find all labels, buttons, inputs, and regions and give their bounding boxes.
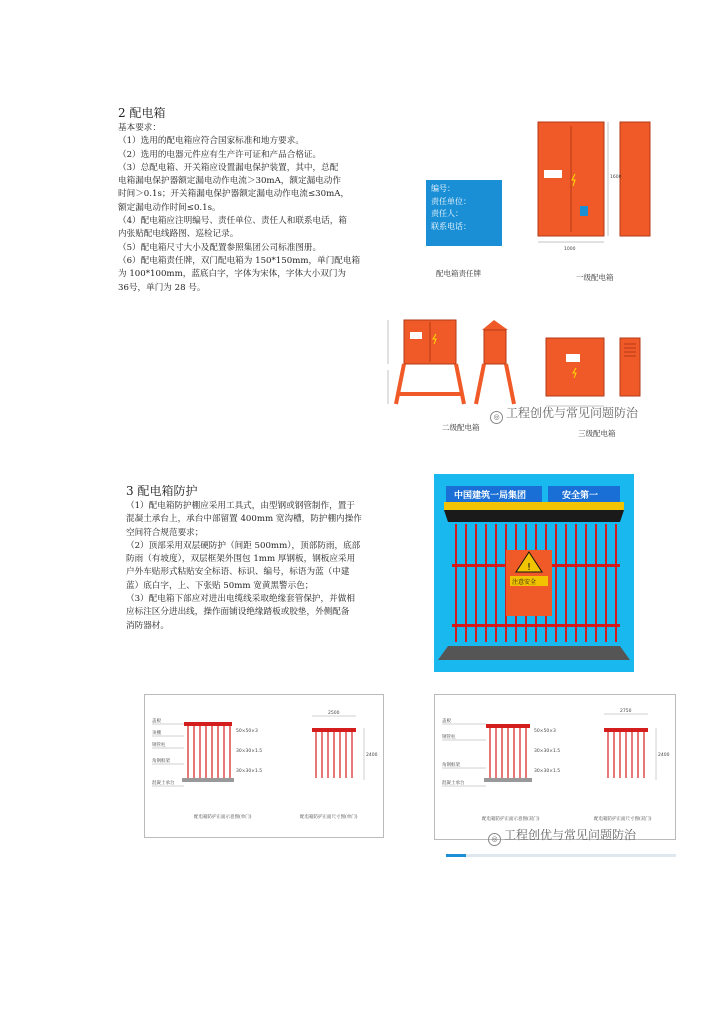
- text-line: 防雨（有坡度），双层框架外围包 1mm 厚钢板，钢板应采用: [126, 554, 356, 565]
- text-line: （3）总配电箱、开关箱应设置漏电保护装置，其中，总配: [118, 162, 339, 173]
- text-line: 内张贴配电线路图、巡检记录。: [118, 229, 239, 240]
- svg-text:!: !: [527, 562, 532, 573]
- bottom-strip-accent: [446, 854, 466, 857]
- dimension-label: 30×30×1.5: [534, 769, 561, 774]
- watermark: ◎ 工程创优与常见问题防治: [490, 404, 638, 424]
- text-line: 混凝土承台上，承台中部留置 400mm 宽沟槽，防护棚内操作: [126, 514, 362, 525]
- section-3-body: [126, 500, 362, 633]
- drawing-label: 盖板: [442, 719, 451, 724]
- text-line: 为 100*100mm，蓝底白字，字体为宋体，字体大小双门为: [118, 269, 347, 280]
- wechat-icon: ◎: [488, 833, 501, 846]
- drawing-right-figure: [434, 694, 676, 840]
- drawing-label: 混凝土承台: [442, 781, 465, 786]
- dimension-label: 30×30×1.5: [236, 749, 263, 754]
- text-line: 时间＞0.1s；开关箱漏电保护器额定漏电动作电流≤30mA，: [118, 189, 350, 200]
- drawing-label: 盖板: [152, 719, 161, 724]
- shed-slogan: 安全第一: [562, 491, 599, 501]
- bottom-strip: [446, 854, 676, 857]
- text-line: （2）顶部采用双层硬防护（间距 500mm），顶部防雨，底部: [126, 540, 361, 551]
- text-line: 电箱漏电保护器额定漏电动作电流＞30mA，额定漏电动作: [118, 176, 341, 187]
- drawing-label: 混凝土承台: [152, 781, 175, 786]
- level-1-caption: 一级配电箱: [576, 273, 614, 282]
- text-line: （6）配电箱责任牌，双门配电箱为 150*150mm，单门配电箱: [118, 255, 361, 266]
- level-1-width-label: 1000: [564, 247, 576, 252]
- watermark: ◎ 工程创优与常见问题防治: [488, 826, 636, 846]
- drawing-label: 钢管柱: [152, 743, 166, 748]
- dimension-label: 30×30×1.5: [534, 749, 561, 754]
- text-line: （1）选用的配电箱应符合国家标准和地方要求。: [118, 136, 304, 147]
- text-line: 额定漏电动作时间≤0.1s。: [118, 202, 221, 213]
- text-line: 基本要求：: [118, 123, 161, 133]
- level-2-caption: 二级配电箱: [442, 423, 480, 432]
- section-2-title: 2 配电箱: [118, 106, 166, 120]
- responsibility-board: [426, 180, 502, 246]
- level-1-height-label: 1600: [610, 175, 622, 180]
- text-line: 应标注区分进出线，操作面铺设绝缘踏板或胶垫，外侧配备: [126, 607, 350, 618]
- text-line: （2）选用的电器元件应有生产许可证和产品合格证。: [118, 149, 322, 160]
- dimension-label: 50×50×3: [534, 729, 556, 734]
- warning-label: 注意安全: [512, 579, 537, 586]
- board-caption: 配电箱责任牌: [436, 269, 481, 278]
- wechat-icon: ◎: [490, 411, 503, 424]
- drawing-label: 角钢框架: [442, 763, 460, 768]
- text-line: 户外车贴形式粘贴安全标语、标识、编号，标语为蓝（中建: [126, 567, 350, 578]
- text-line: 36号，单门为 28 号。: [118, 282, 206, 293]
- height-dimension: 2400: [658, 753, 670, 758]
- text-line: 消防器材。: [126, 620, 169, 631]
- text-line: （3）配电箱下部应对进出电缆线采取绝缘套管保护，并做相: [126, 594, 355, 605]
- dimension-label: 50×50×3: [236, 729, 258, 734]
- text-line: （1）配电箱防护棚应采用工具式，由型钢或钢管制作，置于: [126, 501, 355, 511]
- board-line: 编号：: [431, 184, 455, 193]
- section-3-title: 3 配电箱防护: [126, 484, 198, 498]
- drawing-left-figure: [144, 694, 384, 838]
- drawing-caption: 配电箱防护正面尺寸图(单门): [300, 815, 358, 820]
- shed-banner: 中国建筑一局集团: [454, 491, 527, 501]
- level-1-cabinet-drawing: [528, 118, 678, 258]
- section-2-body: [118, 122, 360, 295]
- drawing-label: 钢管柱: [442, 735, 456, 740]
- width-dimension: 2750: [620, 709, 632, 714]
- drawing-caption: 配电箱防护正面尺寸图(双门): [594, 817, 652, 822]
- width-dimension: 2500: [328, 711, 340, 716]
- drawing-caption: 配电箱防护正面示意图(双门): [482, 817, 540, 822]
- board-line: 联系电话：: [431, 221, 471, 231]
- drawing-caption: 配电箱防护正面示意图(单门): [194, 815, 252, 820]
- height-dimension: 2400: [366, 753, 378, 758]
- text-line: 蓝）底白字，上、下张贴 50mm 宽黄黑警示色；: [126, 580, 314, 591]
- dimension-label: 30×30×1.5: [236, 769, 263, 774]
- level-3-caption: 三级配电箱: [578, 429, 616, 438]
- drawing-label: 顶棚: [152, 731, 161, 736]
- drawing-label: 角钢框架: [152, 759, 170, 764]
- text-line: （5）配电箱尺寸大小及配置参照集团公司标准图册。: [118, 242, 322, 253]
- text-line: 空间符合规范要求；: [126, 527, 204, 538]
- protective-shed-image: [434, 474, 634, 672]
- level-2-cabinet-drawing: [384, 314, 524, 414]
- board-line: 责任人：: [431, 209, 463, 218]
- board-line: 责任单位：: [431, 196, 471, 206]
- text-line: （4）配电箱应注明编号、责任单位、责任人和联系电话，箱: [118, 216, 347, 227]
